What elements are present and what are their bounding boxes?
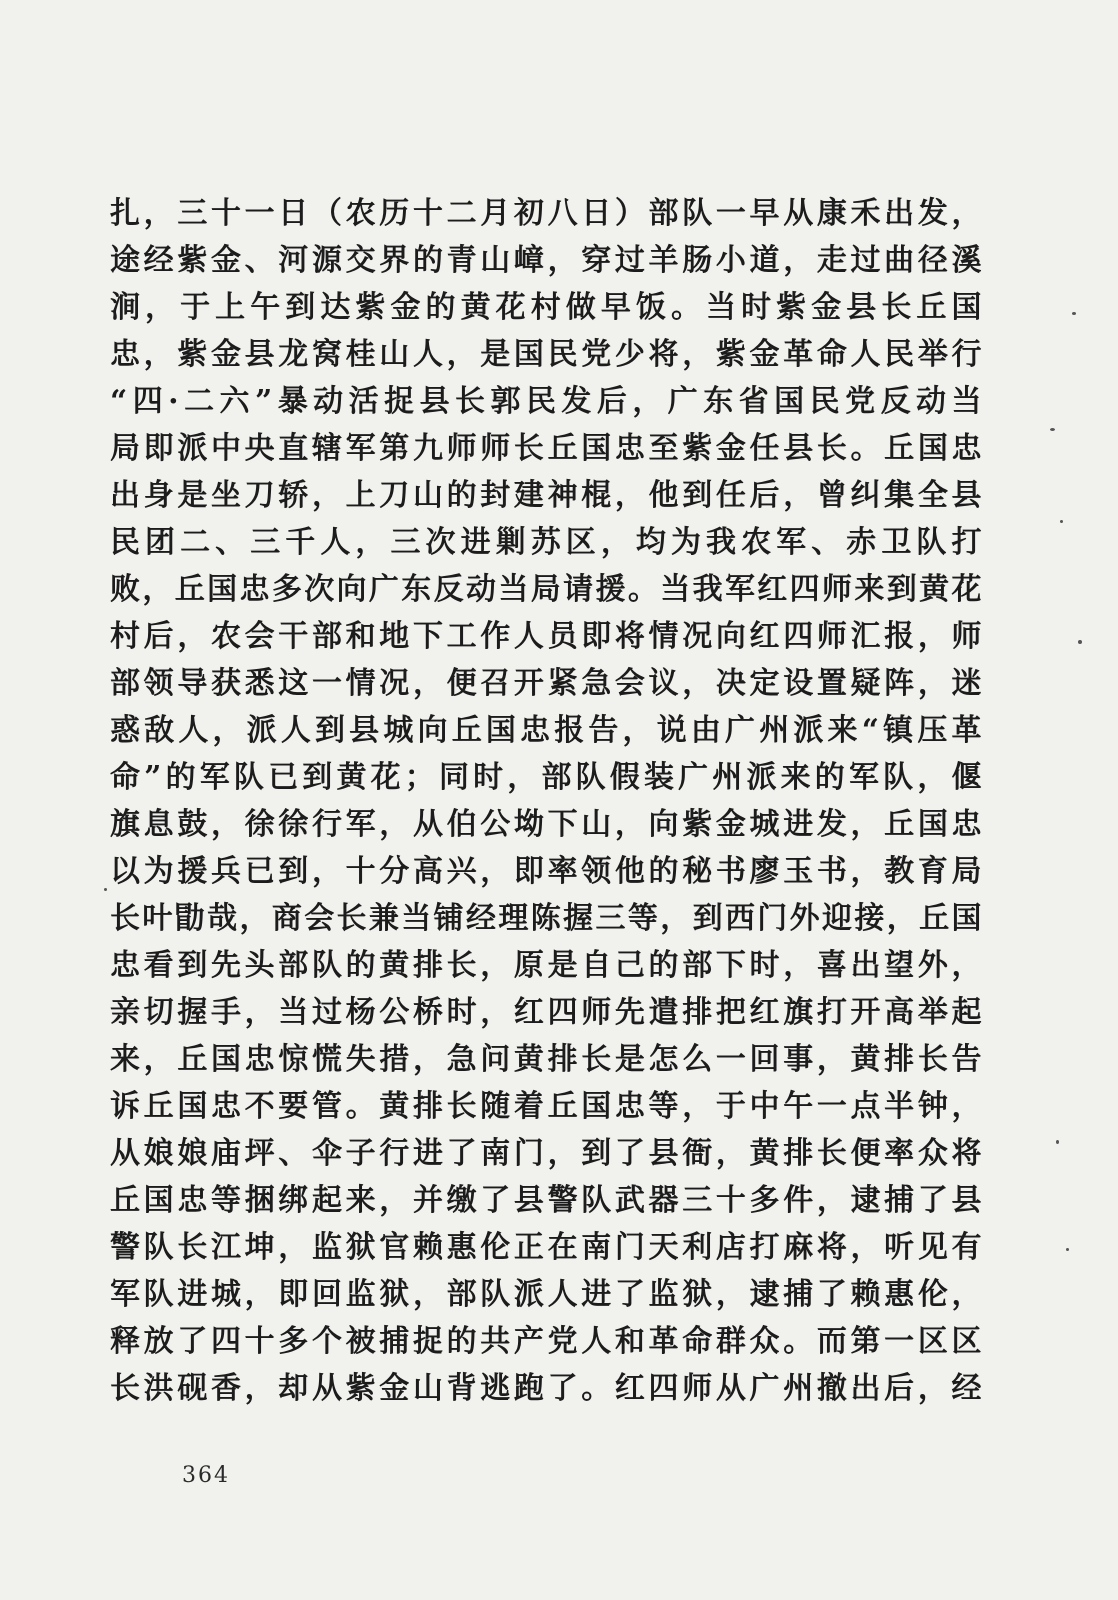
scan-speck xyxy=(1072,312,1076,315)
text-line: 丘国忠等捆绑起来，并缴了县警队武器三十多件，逮捕了县 xyxy=(110,1183,982,1218)
text-line: 旗息鼓，徐徐行军，从伯公坳下山，向紫金城进发，丘国忠 xyxy=(110,807,982,842)
text-line: 以为援兵已到，十分高兴，即率领他的秘书廖玉书，教育局 xyxy=(110,854,982,889)
scan-speck xyxy=(1056,1140,1059,1144)
text-line: 长洪砚香，却从紫金山背逃跑了。红四师从广州撤出后，经 xyxy=(110,1371,982,1406)
text-line: “四·二六”暴动活捉县长郭民发后，广东省国民党反动当 xyxy=(110,384,982,419)
text-line: 警队长江坤，监狱官赖惠伦正在南门天利店打麻将，听见有 xyxy=(110,1230,982,1265)
text-line: 部领导获悉这一情况，便召开紧急会议，决定设置疑阵，迷 xyxy=(110,666,982,701)
text-line: 军队进城，即回监狱，部队派人进了监狱，逮捕了赖惠伦， xyxy=(110,1277,982,1312)
text-line: 败，丘国忠多次向广东反动当局请援。当我军红四师来到黄花 xyxy=(110,572,982,607)
text-line: 从娘娘庙坪、伞子行进了南门，到了县衙，黄排长便率众将 xyxy=(110,1136,982,1171)
text-line: 诉丘国忠不要管。黄排长随着丘国忠等，于中午一点半钟， xyxy=(110,1089,982,1124)
body-text xyxy=(110,190,982,1412)
text-line: 释放了四十多个被捕捉的共产党人和革命群众。而第一区区 xyxy=(110,1324,982,1359)
page-number: 364 xyxy=(182,1463,230,1488)
text-line: 忠，紫金县龙窝桂山人，是国民党少将，紫金革命人民举行 xyxy=(110,337,982,372)
text-line: 局即派中央直辖军第九师师长丘国忠至紫金任县长。丘国忠 xyxy=(110,431,982,466)
text-line: 亲切握手，当过杨公桥时，红四师先遣排把红旗打开高举起 xyxy=(110,995,982,1030)
text-line: 来，丘国忠惊慌失措，急问黄排长是怎么一回事，黄排长告 xyxy=(110,1042,982,1077)
scan-speck xyxy=(104,888,107,891)
text-line: 村后，农会干部和地下工作人员即将情况向红四师汇报，师 xyxy=(110,619,982,654)
text-line: 出身是坐刀轿，上刀山的封建神棍，他到任后，曾纠集全县 xyxy=(110,478,982,513)
text-line: 命”的军队已到黄花；同时，部队假装广州派来的军队，偃 xyxy=(110,760,982,795)
scan-speck xyxy=(1066,1248,1069,1251)
text-line: 民团二、三千人，三次进剿苏区，均为我农军、赤卫队打 xyxy=(110,525,982,560)
scan-speck xyxy=(1078,640,1082,644)
text-line: 扎，三十一日（农历十二月初八日）部队一早从康禾出发， xyxy=(110,196,982,231)
text-line: 涧，于上午到达紫金的黄花村做早饭。当时紫金县长丘国 xyxy=(110,290,982,325)
scan-speck xyxy=(1050,428,1055,431)
text-line: 长叶勖哉，商会长兼当铺经理陈握三等，到西门外迎接，丘国 xyxy=(110,901,982,936)
text-line: 惑敌人，派人到县城向丘国忠报告，说由广州派来“镇压革 xyxy=(110,713,982,748)
text-line: 忠看到先头部队的黄排长，原是自己的部下时，喜出望外， xyxy=(110,948,982,983)
scan-speck xyxy=(1060,520,1063,523)
text-line: 途经紫金、河源交界的青山嶂，穿过羊肠小道，走过曲径溪 xyxy=(110,243,982,278)
